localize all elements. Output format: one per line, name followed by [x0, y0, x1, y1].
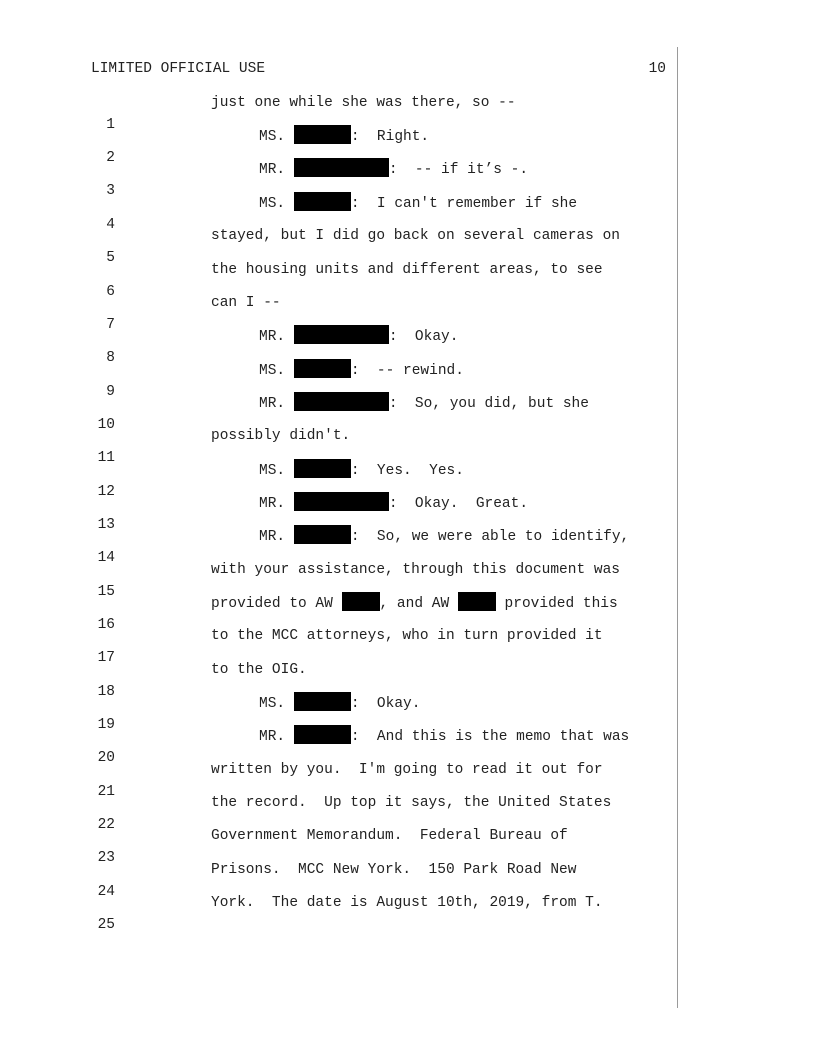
line-text [211, 225, 620, 247]
line-number: 23 [97, 850, 115, 866]
transcript-line [0, 325, 816, 366]
redaction-box [294, 725, 351, 744]
transcript-line [0, 92, 816, 133]
transcript-line [0, 759, 816, 800]
speaker-prefix: MR. [259, 496, 294, 512]
line-number: 9 [106, 384, 115, 400]
transcript-line [0, 659, 816, 700]
line-number: 24 [97, 884, 115, 900]
transcript-line [0, 625, 816, 666]
text-segment: York. The date is August 10th, 2019, from T. [211, 895, 603, 911]
line-number: 19 [97, 717, 115, 733]
line-number: 6 [106, 284, 115, 300]
line-number: 20 [97, 750, 115, 766]
transcript-line [0, 259, 816, 300]
line-number: 7 [106, 317, 115, 333]
transcript-line [0, 492, 816, 533]
text-segment: stayed, but I did go back on several cameras on [211, 228, 620, 244]
transcript-line [0, 792, 816, 833]
text-segment: : Okay. [388, 329, 459, 345]
text-segment: : Okay. Great. [388, 496, 529, 512]
speaker-prefix: MR. [259, 396, 294, 412]
line-text [259, 125, 429, 148]
line-number: 5 [106, 250, 115, 266]
text-segment: to the MCC attorneys, who in turn provided it [211, 628, 603, 644]
line-number: 16 [97, 617, 115, 633]
line-text [211, 859, 576, 881]
text-segment: with your assistance, through this document was [211, 562, 620, 578]
transcript-line [0, 459, 816, 500]
line-number: 1 [106, 117, 115, 133]
line-number: 14 [97, 550, 115, 566]
line-text [259, 459, 464, 482]
text-segment: : So, we were able to identify, [350, 529, 630, 545]
speaker-prefix: MR. [259, 529, 294, 545]
redaction-box [294, 492, 389, 511]
line-text [259, 725, 629, 748]
transcript-line [0, 725, 816, 766]
transcript-line [0, 158, 816, 199]
text-segment: : Yes. Yes. [350, 463, 464, 479]
redaction-box [342, 592, 380, 611]
speaker-prefix: MS. [259, 696, 294, 712]
classification-header: LIMITED OFFICIAL USE [91, 61, 266, 77]
line-text [211, 625, 603, 647]
transcript-line [0, 692, 816, 733]
speaker-prefix: MR. [259, 162, 294, 178]
speaker-prefix: MS. [259, 363, 294, 379]
line-number: 13 [97, 517, 115, 533]
text-segment: , and AW [379, 596, 458, 612]
text-segment: provided to AW [211, 596, 342, 612]
redaction-box [294, 192, 351, 211]
line-text [259, 192, 577, 215]
line-text [211, 792, 611, 814]
transcript-line [0, 559, 816, 600]
line-number: 12 [97, 484, 115, 500]
transcript-line [0, 825, 816, 866]
transcript-line [0, 859, 816, 900]
text-segment: can I -- [211, 295, 281, 311]
transcript-line [0, 525, 816, 566]
line-text [211, 825, 568, 847]
line-text [211, 659, 307, 681]
line-number: 4 [106, 217, 115, 233]
text-segment: provided this [495, 596, 618, 612]
text-segment: : Okay. [350, 696, 421, 712]
line-text [211, 759, 603, 781]
line-number: 25 [97, 917, 115, 933]
text-segment: : Right. [350, 129, 430, 145]
transcript-line [0, 425, 816, 466]
line-text [211, 92, 516, 114]
speaker-prefix: MS. [259, 196, 294, 212]
line-text [211, 292, 281, 314]
speaker-prefix: MS. [259, 129, 294, 145]
line-number: 22 [97, 817, 115, 833]
line-number: 17 [97, 650, 115, 666]
transcript-line [0, 592, 816, 633]
transcript-line [0, 125, 816, 166]
page-number: 10 [648, 61, 666, 77]
redaction-box [294, 125, 351, 144]
transcript-line [0, 292, 816, 333]
redaction-box [458, 592, 496, 611]
redaction-box [294, 359, 351, 378]
redaction-box [294, 692, 351, 711]
line-text [259, 525, 629, 548]
text-segment: possibly didn't. [211, 428, 351, 444]
line-number: 3 [106, 183, 115, 199]
text-segment: written by you. I'm going to read it out for [211, 762, 603, 778]
line-text [211, 559, 620, 581]
line-number: 8 [106, 350, 115, 366]
text-segment: the housing units and different areas, to see [211, 262, 603, 278]
line-number: 21 [97, 784, 115, 800]
line-text [259, 392, 589, 415]
text-segment: Prisons. MCC New York. 150 Park Road New [211, 862, 577, 878]
text-segment: just one while she was there, so -- [211, 95, 516, 111]
text-segment: to the OIG. [211, 662, 307, 678]
line-text [259, 158, 528, 181]
line-number: 10 [97, 417, 115, 433]
redaction-box [294, 158, 389, 177]
line-number: 2 [106, 150, 115, 166]
line-number: 11 [97, 450, 115, 466]
transcript-line [0, 225, 816, 266]
line-text [259, 359, 464, 382]
line-text [259, 692, 420, 715]
text-segment: : So, you did, but she [388, 396, 589, 412]
redaction-box [294, 392, 389, 411]
speaker-prefix: MR. [259, 329, 294, 345]
transcript-line [0, 392, 816, 433]
redaction-box [294, 525, 351, 544]
text-segment: the record. Up top it says, the United States [211, 795, 612, 811]
text-segment: : -- if it’s -. [388, 162, 529, 178]
line-text [211, 259, 603, 281]
line-number: 15 [97, 584, 115, 600]
text-segment: : I can't remember if she [350, 196, 578, 212]
line-text [259, 492, 528, 515]
text-segment: : And this is the memo that was [350, 729, 630, 745]
line-text [211, 892, 603, 914]
line-text [259, 325, 458, 348]
transcript-line [0, 892, 816, 933]
text-segment: : -- rewind. [350, 363, 464, 379]
speaker-prefix: MS. [259, 463, 294, 479]
transcript-line [0, 359, 816, 400]
redaction-box [294, 459, 351, 478]
transcript-line [0, 192, 816, 233]
text-segment: Government Memorandum. Federal Bureau of [211, 828, 568, 844]
line-text [211, 425, 350, 447]
speaker-prefix: MR. [259, 729, 294, 745]
line-text [211, 592, 618, 615]
line-number: 18 [97, 684, 115, 700]
redaction-box [294, 325, 389, 344]
